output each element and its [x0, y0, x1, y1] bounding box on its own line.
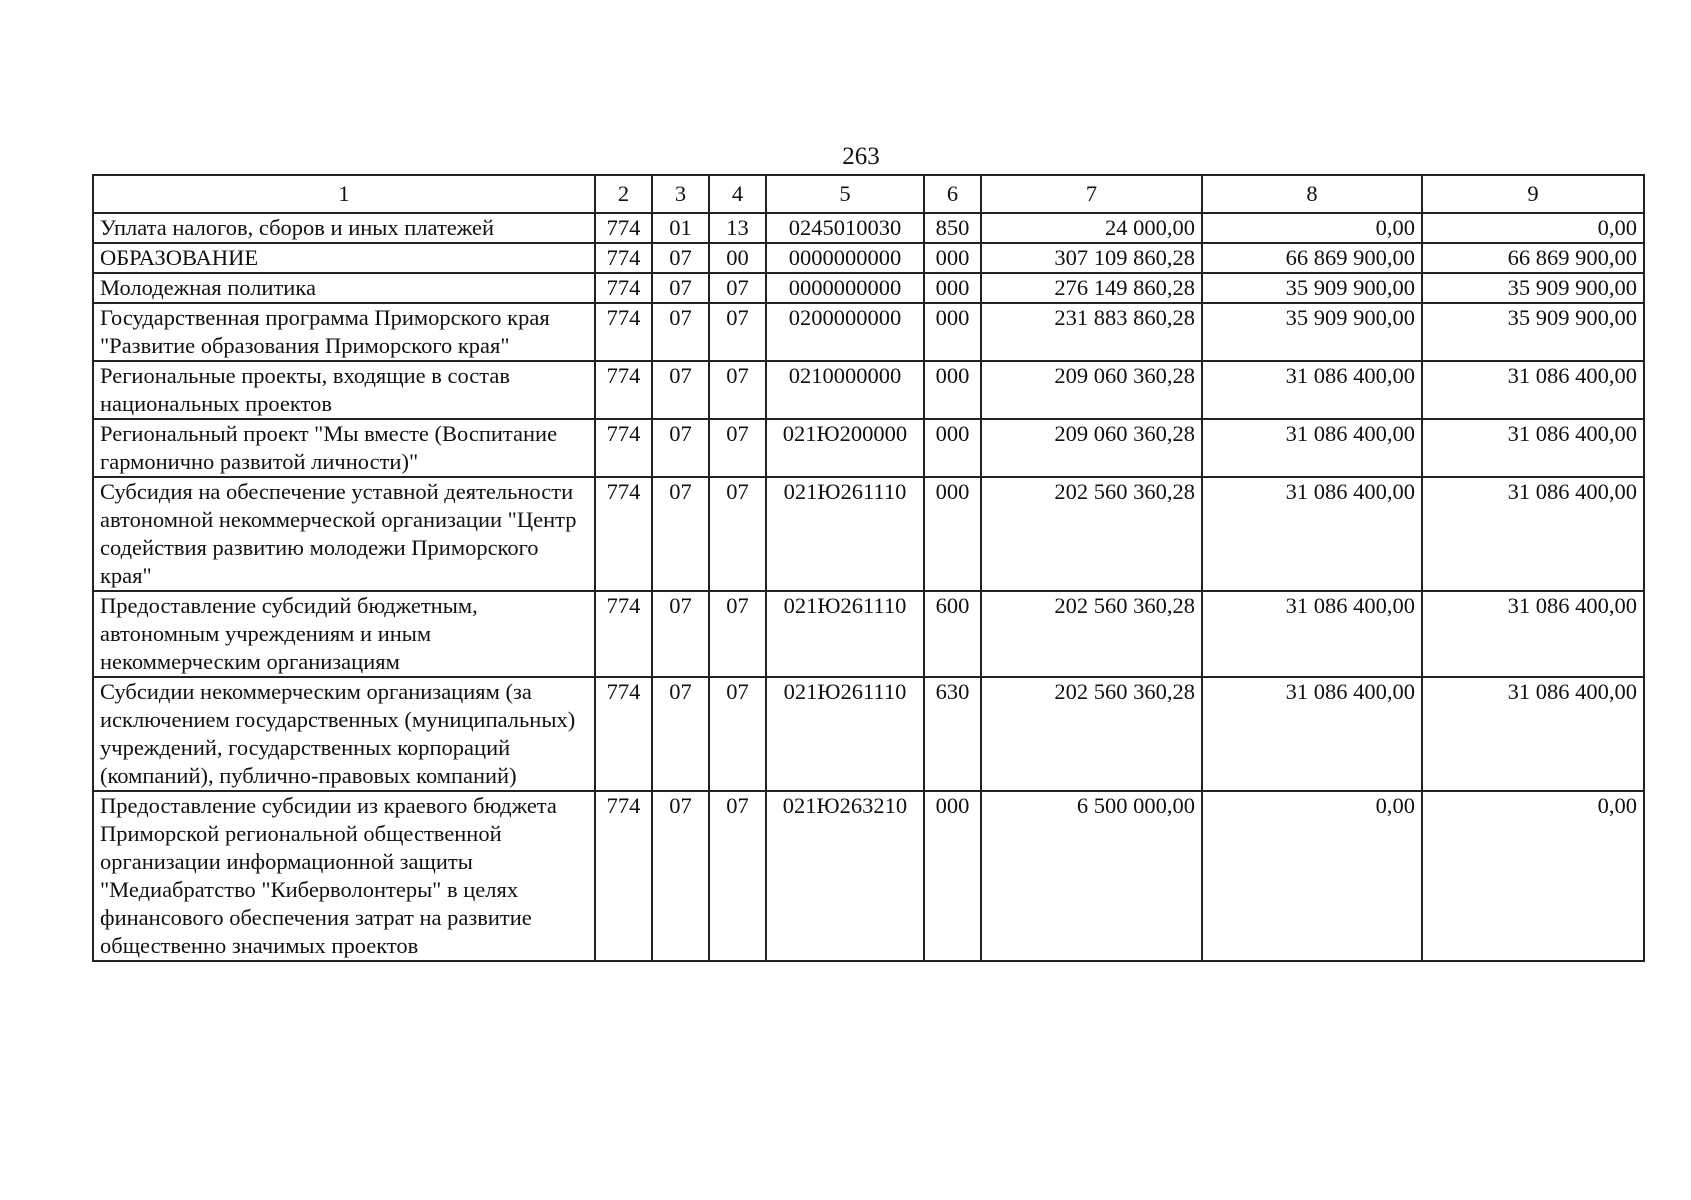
amount-cell: 307 109 860,28 [981, 243, 1202, 273]
column-header: 9 [1422, 175, 1644, 213]
row-name-cell: Субсидия на обеспечение уставной деятельности автономной некоммерческой организации "Центр содействия развитию молодежи Приморского края" [93, 477, 595, 591]
amount-cell: 6 500 000,00 [981, 791, 1202, 961]
code-cell: 774 [595, 677, 652, 791]
row-name-cell: Уплата налогов, сборов и иных платежей [93, 213, 595, 243]
row-name-cell: Молодежная политика [93, 273, 595, 303]
table-header-row [93, 175, 1644, 213]
code-cell: 000 [924, 273, 981, 303]
amount-cell: 66 869 900,00 [1202, 243, 1422, 273]
code-cell: 000 [924, 419, 981, 477]
code-cell: 07 [652, 303, 709, 361]
code-cell: 774 [595, 477, 652, 591]
code-cell: 07 [652, 243, 709, 273]
code-cell: 000 [924, 303, 981, 361]
code-cell: 850 [924, 213, 981, 243]
column-header: 1 [93, 175, 595, 213]
column-header: 7 [981, 175, 1202, 213]
amount-cell: 35 909 900,00 [1422, 303, 1644, 361]
amount-cell: 231 883 860,28 [981, 303, 1202, 361]
amount-cell: 209 060 360,28 [981, 361, 1202, 419]
row-name-cell: Предоставление субсидии из краевого бюджета Приморской региональной общественной организации информационной защиты "Медиабратство "Киберволонтеры" в целях финансового обеспечения затрат на развитие общественно значимых проектов [93, 791, 595, 961]
code-cell: 07 [652, 791, 709, 961]
amount-cell: 31 086 400,00 [1422, 477, 1644, 591]
code-cell: 07 [652, 273, 709, 303]
code-cell: 0000000000 [766, 273, 924, 303]
row-name-cell: Предоставление субсидий бюджетным, автономным учреждениям и иным некоммерческим организациям [93, 591, 595, 677]
amount-cell: 209 060 360,28 [981, 419, 1202, 477]
amount-cell: 31 086 400,00 [1202, 361, 1422, 419]
code-cell: 0210000000 [766, 361, 924, 419]
code-cell: 07 [652, 677, 709, 791]
amount-cell: 24 000,00 [981, 213, 1202, 243]
code-cell: 774 [595, 419, 652, 477]
amount-cell: 0,00 [1202, 791, 1422, 961]
amount-cell: 31 086 400,00 [1422, 361, 1644, 419]
table-row [93, 791, 1644, 961]
code-cell: 07 [709, 303, 766, 361]
amount-cell: 202 560 360,28 [981, 677, 1202, 791]
amount-cell: 31 086 400,00 [1202, 419, 1422, 477]
code-cell: 07 [709, 273, 766, 303]
code-cell: 07 [709, 477, 766, 591]
code-cell: 000 [924, 361, 981, 419]
amount-cell: 0,00 [1422, 791, 1644, 961]
amount-cell: 31 086 400,00 [1202, 477, 1422, 591]
amount-cell: 35 909 900,00 [1202, 303, 1422, 361]
amount-cell: 31 086 400,00 [1422, 677, 1644, 791]
code-cell: 01 [652, 213, 709, 243]
code-cell: 000 [924, 243, 981, 273]
amount-cell: 35 909 900,00 [1422, 273, 1644, 303]
code-cell: 07 [709, 791, 766, 961]
amount-cell: 31 086 400,00 [1202, 591, 1422, 677]
amount-cell: 66 869 900,00 [1422, 243, 1644, 273]
code-cell: 000 [924, 791, 981, 961]
code-cell: 774 [595, 243, 652, 273]
table-row [93, 677, 1644, 791]
table-row [93, 419, 1644, 477]
column-header: 8 [1202, 175, 1422, 213]
row-name-cell: Субсидии некоммерческим организациям (за исключением государственных (муниципальных) учреждений, государственных корпораций (компаний), публично-правовых компаний) [93, 677, 595, 791]
table-row [93, 213, 1644, 243]
amount-cell: 276 149 860,28 [981, 273, 1202, 303]
budget-table [92, 174, 1645, 962]
table-row [93, 477, 1644, 591]
code-cell: 774 [595, 273, 652, 303]
row-name-cell: Региональный проект "Мы вместе (Воспитание гармонично развитой личности)" [93, 419, 595, 477]
amount-cell: 31 086 400,00 [1422, 419, 1644, 477]
code-cell: 021Ю261110 [766, 677, 924, 791]
code-cell: 07 [652, 419, 709, 477]
code-cell: 07 [652, 591, 709, 677]
code-cell: 0000000000 [766, 243, 924, 273]
code-cell: 07 [652, 361, 709, 419]
amount-cell: 202 560 360,28 [981, 477, 1202, 591]
table-body [93, 213, 1644, 961]
code-cell: 774 [595, 361, 652, 419]
table-row [93, 243, 1644, 273]
amount-cell: 0,00 [1202, 213, 1422, 243]
code-cell: 774 [595, 791, 652, 961]
code-cell: 021Ю263210 [766, 791, 924, 961]
amount-cell: 31 086 400,00 [1422, 591, 1644, 677]
amount-cell: 202 560 360,28 [981, 591, 1202, 677]
column-header: 4 [709, 175, 766, 213]
code-cell: 00 [709, 243, 766, 273]
code-cell: 774 [595, 213, 652, 243]
table-row [93, 303, 1644, 361]
row-name-cell: Региональные проекты, входящие в состав национальных проектов [93, 361, 595, 419]
table-row [93, 591, 1644, 677]
code-cell: 13 [709, 213, 766, 243]
code-cell: 021Ю261110 [766, 591, 924, 677]
code-cell: 774 [595, 303, 652, 361]
row-name-cell: Государственная программа Приморского края "Развитие образования Приморского края" [93, 303, 595, 361]
code-cell: 774 [595, 591, 652, 677]
amount-cell: 31 086 400,00 [1202, 677, 1422, 791]
code-cell: 07 [709, 591, 766, 677]
code-cell: 630 [924, 677, 981, 791]
code-cell: 021Ю200000 [766, 419, 924, 477]
amount-cell: 35 909 900,00 [1202, 273, 1422, 303]
table-row [93, 273, 1644, 303]
code-cell: 000 [924, 477, 981, 591]
code-cell: 07 [709, 361, 766, 419]
column-header: 5 [766, 175, 924, 213]
code-cell: 07 [709, 677, 766, 791]
column-header: 3 [652, 175, 709, 213]
table-row [93, 361, 1644, 419]
code-cell: 0245010030 [766, 213, 924, 243]
column-header: 2 [595, 175, 652, 213]
code-cell: 021Ю261110 [766, 477, 924, 591]
code-cell: 07 [652, 477, 709, 591]
column-header: 6 [924, 175, 981, 213]
page-number: 263 [842, 143, 880, 170]
code-cell: 07 [709, 419, 766, 477]
amount-cell: 0,00 [1422, 213, 1644, 243]
code-cell: 0200000000 [766, 303, 924, 361]
code-cell: 600 [924, 591, 981, 677]
row-name-cell: ОБРАЗОВАНИЕ [93, 243, 595, 273]
